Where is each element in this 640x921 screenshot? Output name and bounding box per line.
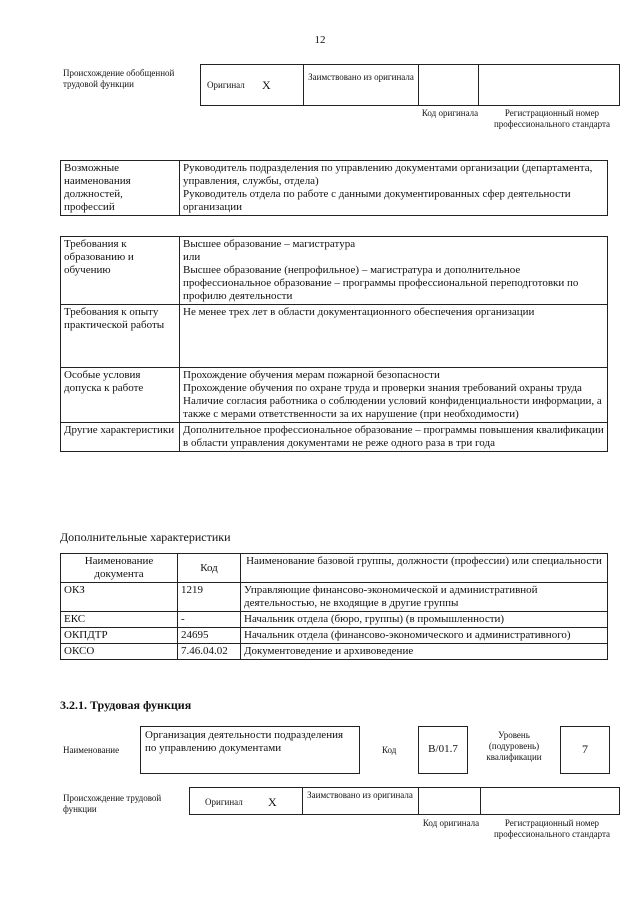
function-level-box bbox=[560, 726, 610, 774]
function-code-label: Код bbox=[382, 745, 397, 755]
requirements-table bbox=[60, 236, 608, 452]
borrowed-label: Заимствовано из оригинала bbox=[308, 72, 414, 82]
origin-label: Происхождение обобщенной трудовой функции bbox=[63, 68, 175, 89]
table-row: ЕКС - Начальник отдела (бюро, группы) (в промышленности) bbox=[61, 612, 608, 628]
reg-number2-label: Регистрационный номер профессионального стандарта bbox=[493, 818, 611, 839]
table-row: ОКСО 7.46.04.02 Документоведение и архивоведение bbox=[61, 644, 608, 660]
function-heading: 3.2.1. Трудовая функция bbox=[60, 698, 192, 712]
table-row: Другие характеристики Дополнительное профессиональное образование – программы повышения квалификации в области управления документами не реже одного раза в три года bbox=[61, 423, 608, 452]
function-name-value: Организация деятельности подразделения по управлению документами bbox=[145, 729, 344, 754]
function-code-value: B/01.7 bbox=[428, 743, 458, 755]
function-level-value: 7 bbox=[582, 742, 588, 756]
function-level-label: Уровень (подуровень) квалификации bbox=[486, 730, 542, 762]
positions-table bbox=[60, 160, 608, 216]
table-row: Особые условия допуска к работе Прохождение обучения мерам пожарной безопасности Прохождение обучения по охране труда и проверки знания требований охраны труда Наличие согласия работника о соблюдении условий конфиденциальности информации, а также с мерами ответственности за их нарушение (при необходимости) bbox=[61, 368, 608, 423]
code-original2-label: Код оригинала bbox=[422, 818, 480, 828]
original2-label: Оригинал bbox=[205, 797, 243, 807]
original2-mark: X bbox=[268, 795, 277, 809]
page-number: 12 bbox=[314, 34, 326, 46]
function-name-box bbox=[140, 726, 360, 774]
additional-table bbox=[60, 553, 608, 660]
table-header: Наименование документа Код Наименование базовой группы, должности (профессии) или специальности bbox=[61, 554, 608, 583]
additional-title: Дополнительные характеристики bbox=[60, 530, 231, 544]
function-code-box bbox=[418, 726, 468, 774]
borrowed2-label: Заимствовано из оригинала bbox=[307, 790, 413, 800]
table-row: ОКПДТР 24695 Начальник отдела (финансово-экономического и административного) bbox=[61, 628, 608, 644]
table-row: ОКЗ 1219 Управляющие финансово-экономической и административной деятельностью, не входящие в другие группы bbox=[61, 583, 608, 612]
code-original-label: Код оригинала bbox=[421, 108, 479, 118]
function-name-label: Наименование bbox=[63, 745, 120, 755]
original-mark: X bbox=[262, 78, 271, 92]
reg-number-label: Регистрационный номер профессионального стандарта bbox=[493, 108, 611, 129]
table-row: Требования к опыту практической работы Не менее трех лет в области документационного обеспечения организации bbox=[61, 305, 608, 368]
original-label: Оригинал bbox=[207, 80, 245, 90]
table-row: Требования к образованию и обучению Высшее образование – магистратура или Высшее образование (непрофильное) – магистратура и дополнительное профессиональное образование – программы профессиональной переподготовки по профилю деятельности bbox=[61, 237, 608, 305]
positions-values: Руководитель подразделения по управлению документами организации (департамента, управления, службы, отдела) Руководитель отдела по работе с данными документированных сфер деятельности организации bbox=[180, 161, 608, 216]
positions-label: Возможные наименования должностей, профессий bbox=[61, 161, 180, 216]
origin2-label: Происхождение трудовой функции bbox=[63, 793, 162, 814]
